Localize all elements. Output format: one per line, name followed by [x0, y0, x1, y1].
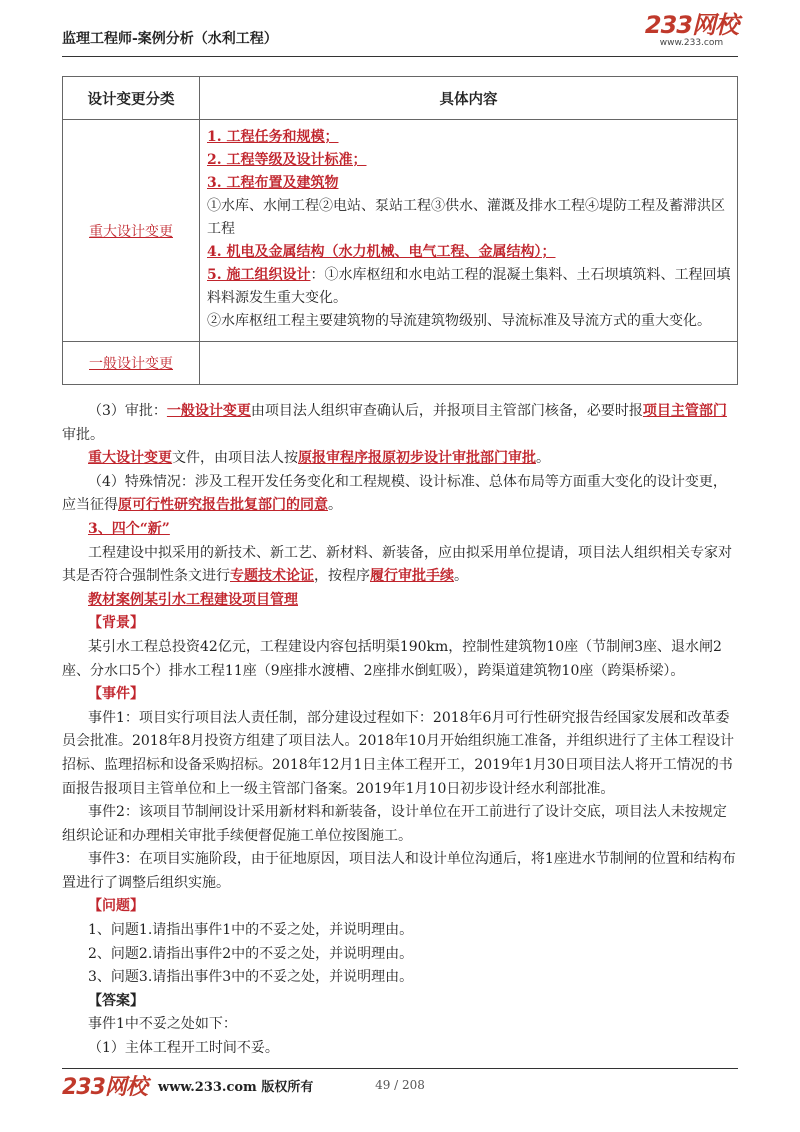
case-title	[62, 589, 738, 613]
table-cell-category	[63, 342, 200, 385]
section-heading	[62, 518, 738, 542]
label-background	[62, 612, 738, 636]
logo-text: 233网校	[644, 11, 738, 39]
page-number: 49 / 208	[375, 1078, 425, 1092]
text: （3）审批：	[88, 403, 167, 419]
text: 。	[454, 568, 468, 585]
label-events	[62, 683, 738, 707]
bracket-label: 【事件】	[88, 686, 144, 703]
text: 审批。	[62, 426, 104, 443]
text: 工程建设中拟采用的新技术、新工艺、新材料、新装备，应由拟采用单位提请，项目法人组织相关专家对其是否符合强制性条文进行	[62, 544, 732, 585]
highlight: 专题技术论证	[230, 568, 314, 585]
question-item: 2、问题2.请指出事件2中的不妥之处，并说明理由。	[88, 945, 414, 962]
design-change-table	[62, 76, 738, 385]
content-line: ①水库、水闸工程②电站、泵站工程③供水、灌溉及排水工程④堤防工程及蓄滞洪区工程	[207, 198, 725, 237]
highlight: 一般设计变更	[166, 403, 251, 419]
document-body	[62, 400, 738, 1061]
text: 文件，由项目法人按	[172, 450, 298, 467]
footer-divider	[62, 1068, 738, 1069]
content-line: 3. 工程布置及建筑物	[207, 175, 339, 191]
paragraph	[62, 471, 738, 518]
content-line-label: 5. 施工组织设计	[207, 267, 311, 283]
category-major-change: 重大设计变更	[89, 223, 173, 240]
paragraph: 事件2：该项目节制闸设计采用新材料和新装备，设计单位在开工前进行了设计交底，项目法人未按规定组织论证和办理相关审批手续便督促施工单位按图施工。	[62, 804, 727, 844]
footer-logo: 233网校	[62, 1075, 147, 1100]
content-line: 2. 工程等级及设计标准；	[207, 152, 367, 168]
heading-text: 3、四个“新”	[88, 520, 170, 537]
case-title-text: 教材案例某引水工程建设项目管理	[88, 591, 298, 608]
question-item: 1、问题1.请指出事件1中的不妥之处，并说明理由。	[88, 922, 414, 939]
table-header-content: 具体内容	[200, 77, 738, 120]
table-cell-content	[200, 342, 738, 385]
table-row	[63, 342, 738, 385]
text: 。	[328, 497, 342, 514]
table-cell-category	[63, 120, 200, 342]
text: （4）特殊情况：涉及工程开发任务变化和工程规模、设计标准、总体布局等方面重大变化的设计变更，应当征得	[62, 473, 727, 514]
highlight: 原报审程序报原初步设计审批部门审批	[298, 450, 536, 467]
label-questions	[62, 895, 738, 919]
table-cell-content	[200, 120, 738, 342]
document-header-title: 监理工程师-案例分析（水利工程）	[62, 31, 278, 47]
paragraph: （1）主体工程开工时间不妥。	[88, 1040, 279, 1057]
label-answer	[62, 990, 738, 1014]
highlight: 原可行性研究报告批复部门的同意	[118, 497, 328, 514]
highlight: 项目主管部门	[642, 403, 727, 419]
bracket-label: 【答案】	[88, 992, 144, 1009]
content-line: 4. 机电及金属结构（水力机械、电气工程、金属结构）；	[207, 244, 556, 260]
table-header-row	[63, 77, 738, 120]
content-line: 1. 工程任务和规模；	[207, 129, 339, 145]
question-item: 3、问题3.请指出事件3中的不妥之处，并说明理由。	[88, 969, 414, 986]
logo-url: www.233.com	[659, 38, 724, 48]
highlight: 履行审批手续	[370, 568, 454, 585]
bracket-label: 【背景】	[88, 615, 144, 632]
paragraph	[62, 542, 738, 589]
footer-copyright: www.233.com 版权所有	[158, 1080, 314, 1095]
text: ，按程序	[314, 568, 370, 585]
content-line: ②水库枢纽工程主要建筑物的导流建筑物级别、导流标准及导流方式的重大变化。	[207, 313, 711, 329]
highlight: 重大设计变更	[88, 450, 172, 467]
category-general-change: 一般设计变更	[89, 356, 173, 372]
table-header-category: 设计变更分类	[63, 77, 200, 120]
paragraph	[62, 447, 738, 471]
paragraph: 事件1：项目实行项目法人责任制，部分建设过程如下：2018年6月可行性研究报告经国家发展和改革委员会批准。2018年8月投资方组建了项目法人。2018年10月开始组织施工准备，并组织进行了主体工程设计招标、监理招标和设备采购招标。2018年12月1日主体工程开工，2019年1月30日项目法人将开工情况的书面报告报项目主管单位和上一级主管部门备案。2019年1月10日初步设计经水利部批准。	[62, 709, 734, 797]
paragraph: 事件1中不妥之处如下：	[88, 1016, 237, 1033]
paragraph	[62, 400, 738, 447]
content-line: ：①水库枢纽和水电站工程的混凝土集料、土石坝填筑料、工程回填料料源发生重大变化。	[207, 267, 731, 306]
paragraph: 事件3：在项目实施阶段，由于征地原因，项目法人和设计单位沟通后，将1座进水节制闸的位置和结构布置进行了调整后组织实施。	[62, 851, 736, 891]
brand-logo	[645, 12, 738, 48]
text: 由项目法人组织审查确认后，并报项目主管部门核备，必要时报	[250, 403, 643, 419]
text: 。	[536, 450, 550, 467]
header-divider	[62, 56, 738, 57]
bracket-label: 【问题】	[88, 898, 144, 915]
table-row	[63, 120, 738, 342]
paragraph: 某引水工程总投资42亿元，工程建设内容包括明渠190km，控制性建筑物10座（节制闸3座、退水闸2座、分水口5个）排水工程11座（9座排水渡槽、2座排水倒虹吸），跨渠道建筑物10座（跨渠桥梁）。	[62, 638, 722, 679]
